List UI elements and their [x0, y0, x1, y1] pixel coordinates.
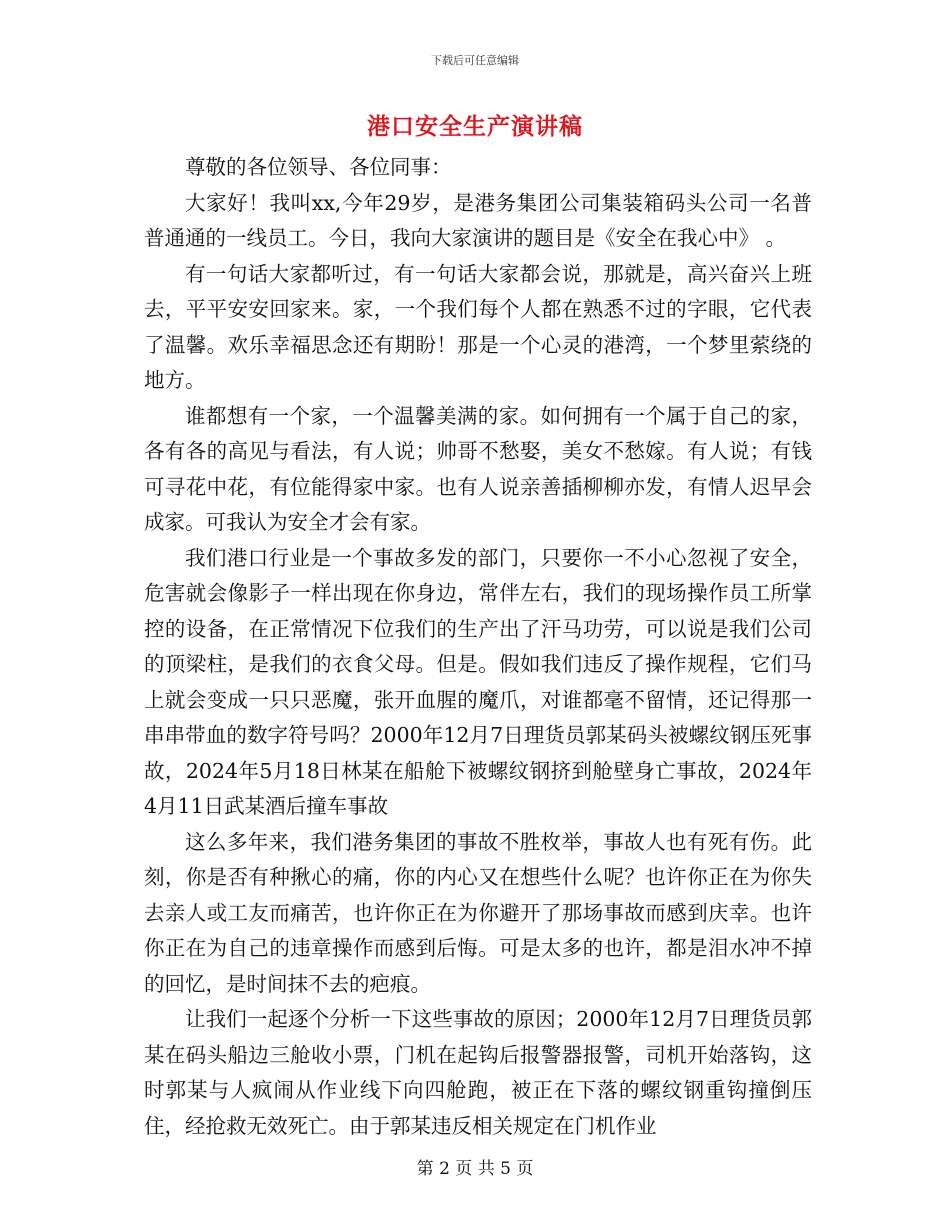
- document-body: [144, 150, 812, 1144]
- paragraph: 谁都想有一个家，一个温馨美满的家。如何拥有一个属于自己的家，各有各的高见与看法，有人说；帅哥不愁娶，美女不愁嫁。有人说；有钱可寻花中花，有位能得家中家。也有人说亲善插柳柳亦发，有情人迟早会成家。可我认为安全才会有家。: [144, 403, 812, 534]
- paragraph: 让我们一起逐个分析一下这些事故的原因；2000年12月7日理货员郭某在码头船边三舱收小票，门机在起钩后报警器报警，司机开始落钩，这时郭某与人疯闹从作业线下向四舱跑，被正在下落的螺纹钢重钩撞倒压住，经抢救无效死亡。由于郭某违反相关规定在门机作业: [144, 1007, 812, 1138]
- paragraph-salutation: 尊敬的各位领导、各位同事：: [185, 155, 452, 179]
- paragraph: 有一句话大家都听过，有一句话大家都会说，那就是，高兴奋兴上班去，平平安安回家来。家，一个我们每个人都在熟悉不过的字眼，它代表了温馨。欢乐幸福思念还有期盼！那是一个心灵的港湾，一个梦里萦绕的地方。: [144, 261, 812, 392]
- paragraph: 这么多年来，我们港务集团的事故不胜枚举，事故人也有死有伤。此刻，你是否有种揪心的痛，你的内心又在想些什么呢？也许你正在为你失去亲人或工友而痛苦，也许你正在为你避开了那场事故而感到庆幸。也许你正在为自己的违章操作而感到后悔。可是太多的也许，都是泪水冲不掉的回忆，是时间抹不去的疤痕。: [144, 829, 812, 996]
- page-number-footer: 第 2 页 共 5 页: [416, 1159, 534, 1179]
- paragraph: 大家好！我叫xx,今年29岁，是港务集团公司集装箱码头公司一名普普通通的一线员工。今日，我向大家演讲的题目是《安全在我心中》 。: [144, 190, 812, 250]
- header-note: 下载后可任意编辑: [431, 54, 519, 67]
- paragraph: 我们港口行业是一个事故多发的部门，只要你一不小心忽视了安全，危害就会像影子一样出现在你身边，常伴左右，我们的现场操作员工所掌控的设备，在正常情况下位我们的生产出了汗马功劳，可以说是我们公司的顶梁柱，是我们的衣食父母。但是。假如我们违反了操作规程，它们马上就会变成一只只恶魔，张开血腥的魔爪，对谁都毫不留情，还记得那一串串带血的数字符号吗？2000年12月7日理货员郭某码头被螺纹钢压死事故，2024年5月18日林某在船舱下被螺纹钢挤到舱壁身亡事故，2024年4月11日武某酒后撞车事故: [144, 545, 812, 818]
- document-title: 港口安全生产演讲稿: [367, 113, 583, 140]
